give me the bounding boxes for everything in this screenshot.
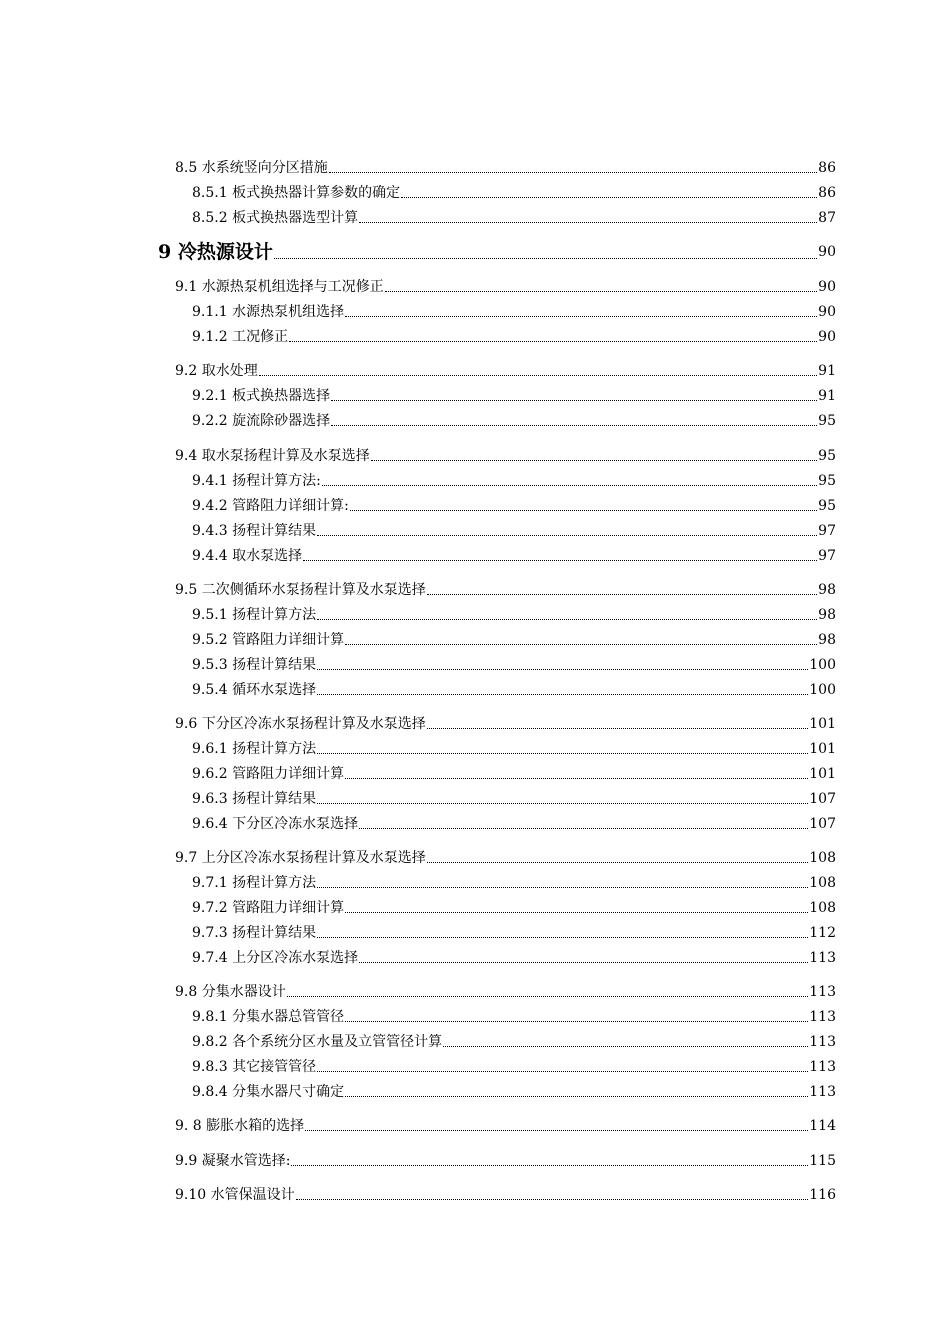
toc-page-number: 108 (809, 900, 836, 916)
toc-page-number: 107 (809, 791, 836, 807)
toc-leader-dots (317, 753, 808, 754)
toc-entry-title: 9.4 取水泵扬程计算及水泵选择 (175, 448, 370, 464)
toc-entry[interactable] (175, 155, 836, 177)
toc-page-number: 97 (818, 548, 836, 564)
toc-leader-dots (385, 291, 817, 292)
toc-entry[interactable] (175, 274, 836, 296)
toc-leader-dots (289, 341, 817, 342)
toc-page-number: 113 (809, 1084, 836, 1100)
toc-leader-dots (317, 694, 808, 695)
toc-page-number: 91 (818, 388, 836, 404)
toc-leader-dots (345, 1021, 808, 1022)
toc-page-number: 116 (809, 1187, 836, 1203)
toc-chapter-title: 9 冷热源设计 (158, 241, 273, 263)
toc-leader-dots (329, 172, 817, 173)
toc-entry[interactable] (192, 468, 836, 490)
toc-entry-title: 9.6 下分区冷冻水泵扬程计算及水泵选择 (175, 716, 426, 732)
toc-leader-dots (305, 1130, 808, 1131)
toc-chapter-entry[interactable] (158, 238, 836, 264)
toc-leader-dots (427, 728, 809, 729)
toc-entry-title: 9.8.1 分集水器总管管径 (192, 1009, 345, 1025)
toc-entry[interactable] (192, 518, 836, 540)
toc-leader-dots (345, 912, 808, 913)
toc-entry-title: 9.5.2 管路阻力详细计算 (192, 632, 345, 648)
toc-entry[interactable] (192, 895, 836, 917)
toc-entry[interactable] (192, 493, 836, 515)
toc-entry-title: 9.2 取水处理 (175, 363, 258, 379)
toc-page-number: 115 (809, 1153, 836, 1169)
toc-leader-dots (350, 510, 817, 511)
toc-entry-title: 9.10 水管保温设计 (175, 1187, 295, 1203)
toc-leader-dots (287, 996, 809, 997)
toc-leader-dots (359, 828, 808, 829)
toc-entry-title: 9.6.1 扬程计算方法 (192, 741, 317, 757)
toc-leader-dots (345, 644, 817, 645)
toc-page-number: 98 (818, 607, 836, 623)
toc-entry-title: 9.2.2 旋流除砂器选择 (192, 413, 331, 429)
toc-leader-dots (317, 887, 808, 888)
toc-leader-dots (317, 1071, 808, 1072)
toc-page-number: 101 (809, 741, 836, 757)
toc-entry-title: 9.1.2 工况修正 (192, 329, 289, 345)
toc-leader-dots (317, 937, 808, 938)
toc-entry[interactable] (192, 945, 836, 967)
toc-entry-title: 9.8.3 其它接管管径 (192, 1059, 317, 1075)
toc-leader-dots (322, 485, 817, 486)
toc-leader-dots (427, 862, 809, 863)
toc-entry-title: 9.6.2 管路阻力详细计算 (192, 766, 345, 782)
toc-page-number: 91 (818, 363, 836, 379)
toc-entry-title: 9.4.4 取水泵选择 (192, 548, 303, 564)
toc-entry[interactable] (192, 786, 836, 808)
toc-page-number: 107 (809, 816, 836, 832)
toc-page-number: 90 (818, 244, 836, 260)
toc-entry[interactable] (175, 1113, 836, 1135)
toc-entry[interactable] (192, 408, 836, 430)
toc-leader-dots (331, 400, 817, 401)
toc-entry[interactable] (192, 543, 836, 565)
toc-leader-dots (443, 1046, 808, 1047)
toc-leader-dots (401, 197, 817, 198)
toc-page-number: 95 (818, 448, 836, 464)
toc-entry-title: 9.4.3 扬程计算结果 (192, 523, 317, 539)
toc-entry[interactable] (175, 1148, 836, 1170)
toc-entry[interactable] (175, 1182, 836, 1204)
toc-entry-title: 9.8.4 分集水器尺寸确定 (192, 1084, 345, 1100)
toc-leader-dots (296, 1199, 809, 1200)
toc-entry[interactable] (192, 1054, 836, 1076)
toc-entry[interactable] (192, 652, 836, 674)
toc-page-number: 98 (818, 632, 836, 648)
toc-entry[interactable] (192, 1004, 836, 1026)
toc-page-number: 101 (809, 766, 836, 782)
toc-entry[interactable] (192, 1079, 836, 1101)
toc-entry-title: 9.4.2 管路阻力详细计算: (192, 498, 349, 514)
toc-leader-dots (317, 669, 808, 670)
toc-entry-title: 9.1.1 水源热泵机组选择 (192, 304, 345, 320)
toc-page-number: 101 (809, 716, 836, 732)
toc-entry-title: 9.9 凝聚水管选择: (175, 1153, 291, 1169)
toc-page-number: 86 (818, 160, 836, 176)
toc-page-number: 90 (818, 304, 836, 320)
toc-entry-title: 9.5.1 扬程计算方法 (192, 607, 317, 623)
toc-page-number: 95 (818, 498, 836, 514)
toc-leader-dots (345, 1096, 808, 1097)
toc-page-number: 113 (809, 984, 836, 1000)
toc-page-number: 113 (809, 1009, 836, 1025)
toc-entry-title: 9.7.4 上分区冷冻水泵选择 (192, 950, 359, 966)
toc-page-number: 97 (818, 523, 836, 539)
toc-leader-dots (317, 619, 817, 620)
toc-page-number: 87 (818, 210, 836, 226)
toc-leader-dots (359, 222, 817, 223)
toc-leader-dots (259, 375, 817, 376)
toc-entry[interactable] (175, 979, 836, 1001)
toc-entry[interactable] (192, 920, 836, 942)
toc-entry[interactable] (192, 811, 836, 833)
toc-entry-title: 9.2.1 板式换热器选择 (192, 388, 331, 404)
toc-entry-title: 9.5.3 扬程计算结果 (192, 657, 317, 673)
toc-leader-dots (345, 316, 817, 317)
toc-entry-title: 8.5.1 板式换热器计算参数的确定 (192, 185, 401, 201)
toc-entry-title: 9.1 水源热泵机组选择与工况修正 (175, 279, 384, 295)
toc-page-number: 90 (818, 329, 836, 345)
toc-entry[interactable] (192, 180, 836, 202)
toc-entry-title: 9.8 分集水器设计 (175, 984, 286, 1000)
toc-entry-title: 9.6.4 下分区冷冻水泵选择 (192, 816, 359, 832)
toc-entry[interactable] (192, 205, 836, 227)
toc-entry[interactable] (192, 736, 836, 758)
toc-entry-title: 9.7 上分区冷冻水泵扬程计算及水泵选择 (175, 850, 426, 866)
toc-leader-dots (291, 1165, 808, 1166)
toc-entry[interactable] (192, 299, 836, 321)
toc-entry[interactable] (192, 870, 836, 892)
toc-page-number: 108 (809, 850, 836, 866)
toc-page-number: 100 (809, 657, 836, 673)
toc-page-number: 113 (809, 950, 836, 966)
toc-leader-dots (427, 594, 817, 595)
toc-entry-title: 8.5.2 板式换热器选型计算 (192, 210, 359, 226)
toc-entry[interactable] (175, 443, 836, 465)
toc-entry-title: 9.5.4 循环水泵选择 (192, 682, 317, 698)
toc-entry[interactable] (175, 845, 836, 867)
toc-page-number: 86 (818, 185, 836, 201)
toc-entry[interactable] (192, 677, 836, 699)
toc-page-number: 95 (818, 473, 836, 489)
toc-entry-title: 9.7.3 扬程计算结果 (192, 925, 317, 941)
toc-page-number: 100 (809, 682, 836, 698)
toc-page-number: 108 (809, 875, 836, 891)
toc-leader-dots (317, 535, 817, 536)
toc-entry[interactable] (192, 761, 836, 783)
toc-leader-dots (345, 778, 808, 779)
toc-leader-dots (317, 803, 808, 804)
toc-leader-dots (371, 460, 817, 461)
toc-page-number: 112 (809, 925, 836, 941)
toc-leader-dots (303, 560, 817, 561)
toc-entry[interactable] (192, 383, 836, 405)
toc-page-number: 113 (809, 1059, 836, 1075)
toc-entry[interactable] (175, 577, 836, 599)
toc-entry-title: 9.4.1 扬程计算方法: (192, 473, 321, 489)
toc-leader-dots (331, 425, 817, 426)
toc-entry[interactable] (192, 602, 836, 624)
toc-leader-dots (274, 258, 817, 259)
toc-entry-title: 9. 8 膨胀水箱的选择 (175, 1118, 305, 1134)
toc-entry[interactable] (192, 324, 836, 346)
toc-entry-title: 9.7.1 扬程计算方法 (192, 875, 317, 891)
toc-entry-title: 9.6.3 扬程计算结果 (192, 791, 317, 807)
toc-entry[interactable] (192, 1029, 836, 1051)
toc-entry[interactable] (175, 358, 836, 380)
toc-page-number: 114 (809, 1118, 836, 1134)
toc-entry-title: 9.5 二次侧循环水泵扬程计算及水泵选择 (175, 582, 426, 598)
toc-entry-title: 9.8.2 各个系统分区水量及立管管径计算 (192, 1034, 443, 1050)
toc-entry[interactable] (175, 711, 836, 733)
toc-page-number: 98 (818, 582, 836, 598)
toc-page-number: 90 (818, 279, 836, 295)
toc-page-number: 95 (818, 413, 836, 429)
toc-page-number: 113 (809, 1034, 836, 1050)
toc-entry[interactable] (192, 627, 836, 649)
toc-entry-title: 9.7.2 管路阻力详细计算 (192, 900, 345, 916)
toc-entry-title: 8.5 水系统竖向分区措施 (175, 160, 328, 176)
toc-leader-dots (359, 962, 808, 963)
